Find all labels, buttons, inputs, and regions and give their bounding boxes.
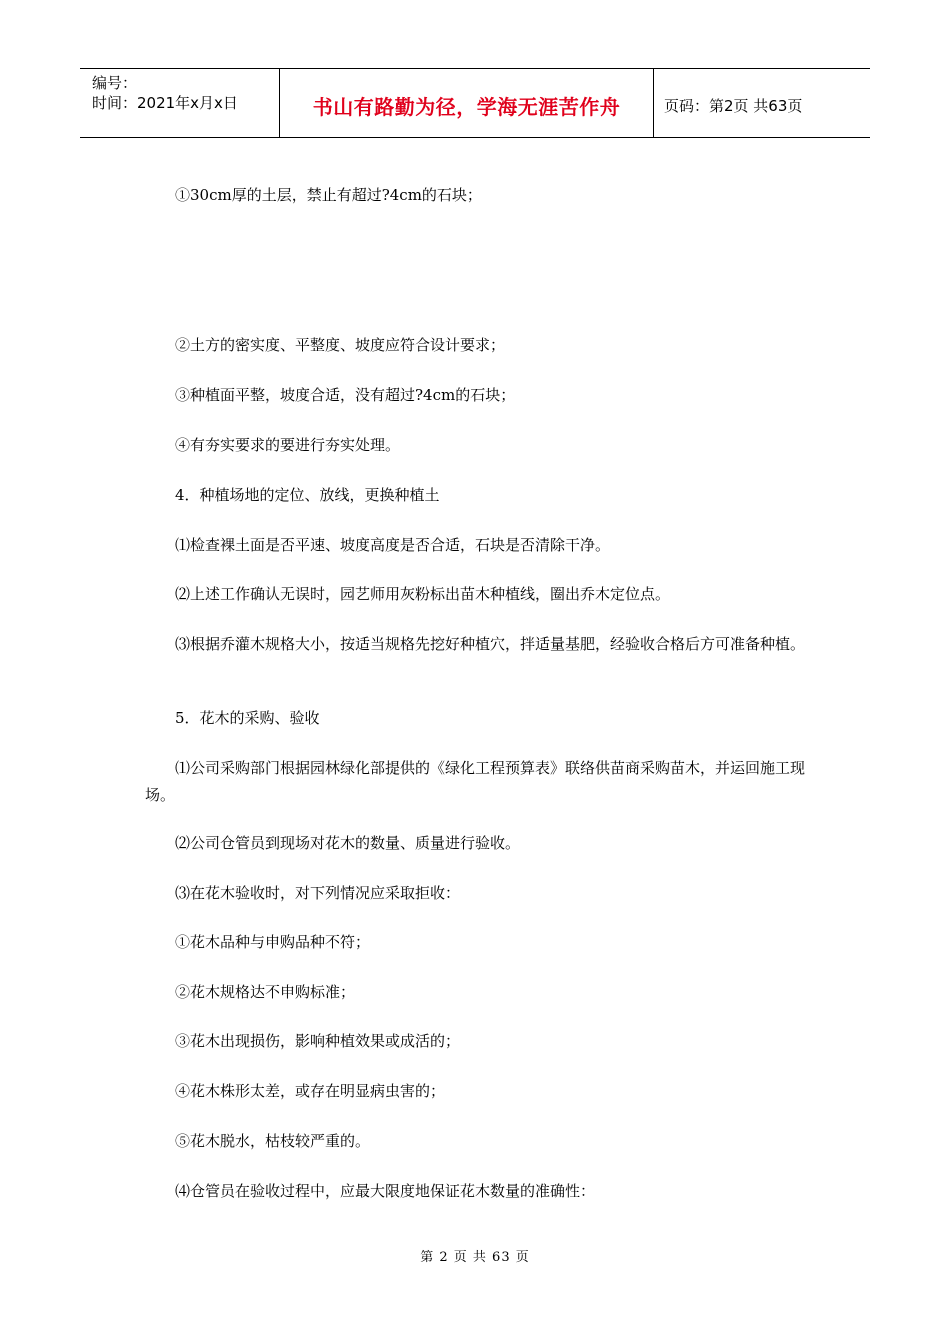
header-motto-cell <box>280 69 654 137</box>
page-footer <box>0 1246 950 1265</box>
paragraph: ④有夯实要求的要进行夯实处理。 <box>145 436 401 454</box>
list-item: ⑤花木脱水，枯枝较严重的。 <box>145 1132 371 1150</box>
list-item: ④花木株形太差，或存在明显病虫害的； <box>145 1082 446 1100</box>
page-info-text: 页码：第2页 共63页 <box>664 96 803 115</box>
paragraph: ⑵上述工作确认无误时，园艺师用灰粉标出苗木种植线，圈出乔木定位点。 <box>145 585 671 603</box>
list-item: ①花木品种与申购品种不符； <box>145 933 371 951</box>
list-item: ②花木规格达不申购标准； <box>145 983 356 1001</box>
number-label: 编号： <box>92 74 138 92</box>
section-heading: 4．种植场地的定位、放线，更换种植土 <box>145 486 440 504</box>
list-item: ③花木出现损伤，影响种植效果或成活的； <box>145 1032 461 1050</box>
paragraph: ①30cm厚的土层，禁止有超过?4cm的石块； <box>145 186 482 204</box>
paragraph: ②土方的密实度、平整度、坡度应符合设计要求； <box>145 336 506 354</box>
paragraph: ⑴检查裸土面是否平速、坡度高度是否合适，石块是否清除干净。 <box>145 536 611 554</box>
paragraph: ⑶根据乔灌木规格大小，按适当规格先挖好种植穴，拌适量基肥，经验收合格后方可准备种植。 <box>145 635 806 653</box>
header-page-info <box>654 69 870 137</box>
paragraph: ⑴公司采购部门根据园林绿化部提供的《绿化工程预算表》联络供苗商采购苗木，并运回施工现场。 <box>145 759 806 804</box>
footer-page-number: 第 2 页 共 63 页 <box>420 1250 530 1265</box>
motto-text: 书山有路勤为径，学海无涯苦作舟 <box>312 94 621 119</box>
paragraph: ⑵公司仓管员到现场对花木的数量、质量进行验收。 <box>145 834 521 852</box>
paragraph: ⑶在花木验收时，对下列情况应采取拒收： <box>145 884 461 902</box>
paragraph: ③种植面平整，坡度合适，没有超过?4cm的石块； <box>145 386 516 404</box>
section-heading: 5．花木的采购、验收 <box>145 709 320 727</box>
time-label: 时间：2021年x月x日 <box>92 94 238 112</box>
header-meta <box>80 69 280 137</box>
page-header <box>80 68 870 138</box>
paragraph: ⑷仓管员在验收过程中，应最大限度地保证花木数量的准确性： <box>145 1182 596 1200</box>
